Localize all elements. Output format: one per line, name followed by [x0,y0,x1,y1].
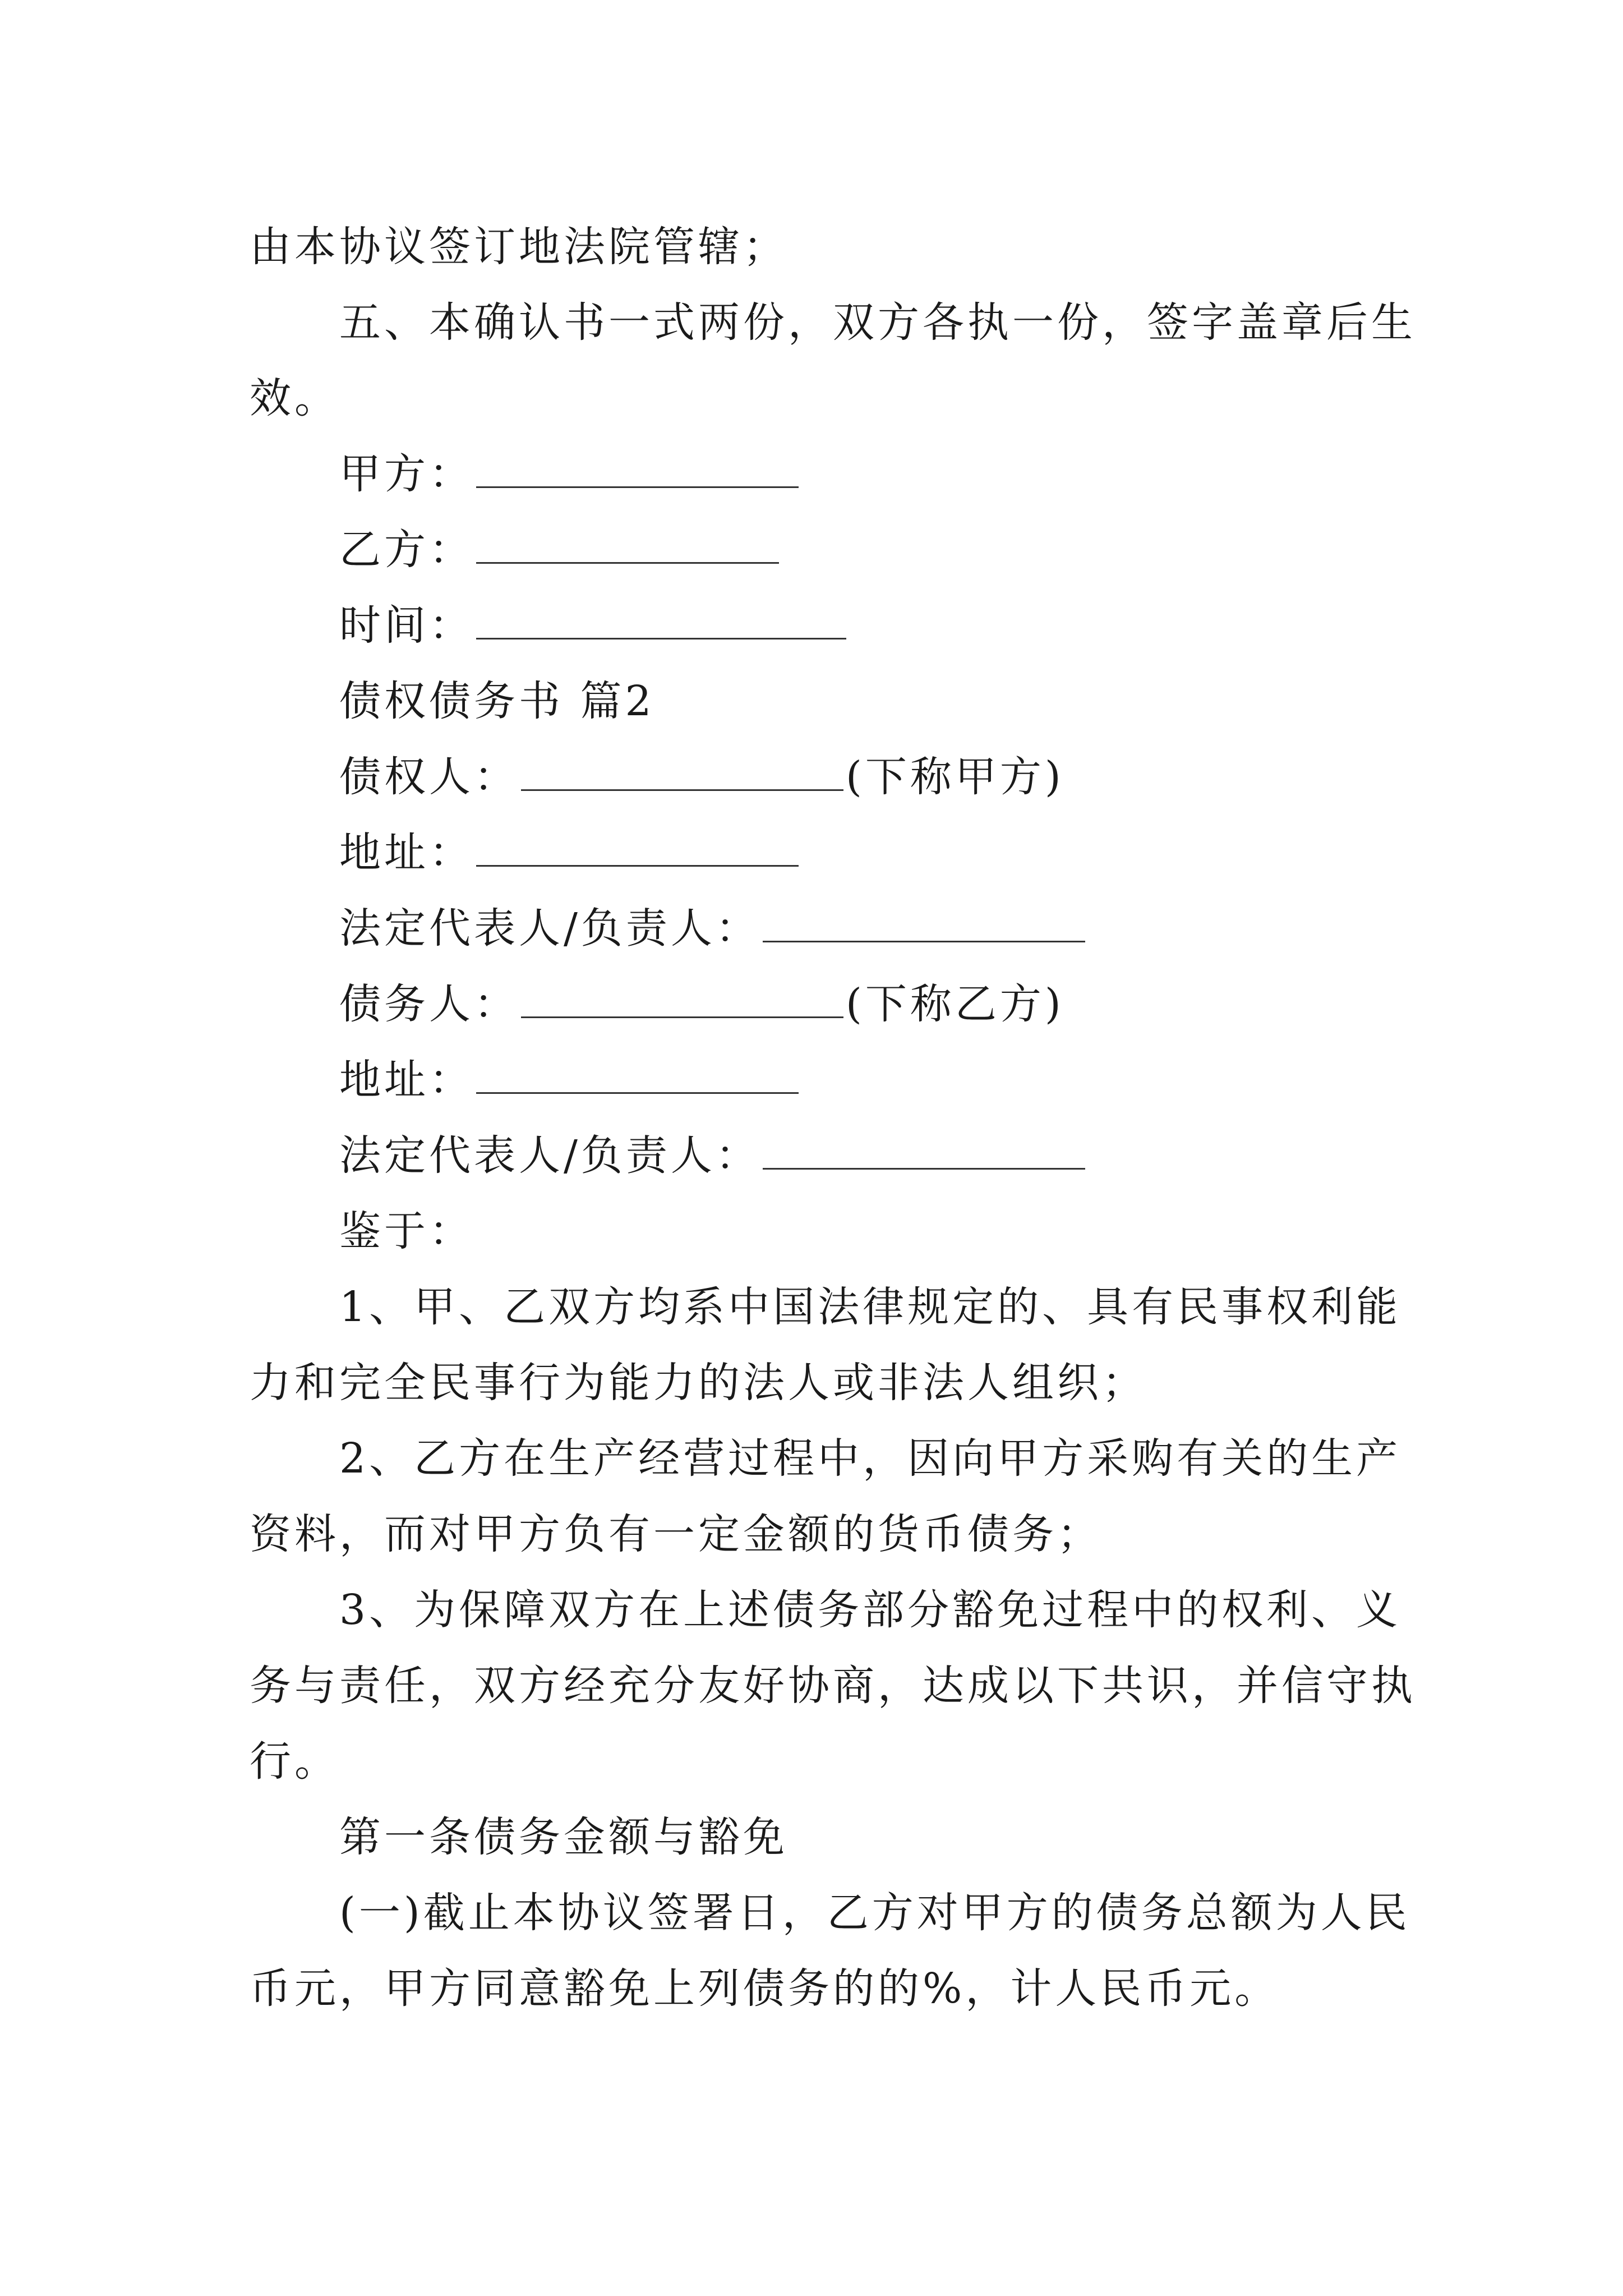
date-label: 时间： [339,601,474,650]
whereas-heading [339,1203,474,1259]
debtor-rep-label: 法定代表人/负责人： [339,1131,760,1180]
text-line [250,1355,1147,1411]
party-a-line [339,446,801,502]
debtor-note: (下称乙方) [846,980,1064,1028]
debtor-address-blank [476,1053,799,1094]
creditor-rep-blank [763,901,1085,942]
debtor-label: 债务人： [339,980,519,1028]
creditor-rep-line [339,900,1087,956]
line-text: 五、本确认书一式两份，双方各执一份，签字盖章后生 [339,298,1416,347]
article-heading-text: 第一条债务金额与豁免 [339,1813,788,1861]
debtor-address-line [339,1052,801,1108]
line-text: 行。 [250,1737,339,1786]
text-line [250,1506,1102,1562]
party-b-blank [476,523,779,564]
text-line [250,370,339,426]
line-text: 资料，而对甲方负有一定金额的货币债务； [250,1510,1102,1558]
creditor-label: 债权人： [339,753,519,801]
date-line [339,597,849,654]
paragraph-line [339,295,1416,351]
debtor-line [339,976,1064,1032]
text-line [250,1961,1279,2017]
debtor-rep-blank [763,1129,1085,1170]
whereas-text: 鉴于： [339,1207,474,1255]
article-heading [339,1809,788,1865]
paragraph-line [250,1658,1416,1714]
line-text: 币元，甲方同意豁免上列债务的的%，计人民币元。 [250,1964,1280,2013]
text-line [250,1733,339,1789]
paragraph-line [339,1885,1410,1941]
creditor-blank [521,750,843,791]
creditor-address-blank [476,826,799,867]
line-text: 效。 [250,374,339,422]
creditor-note: (下称甲方) [846,753,1064,801]
line-text: 务与责任，双方经充分友好协商，达成以下共识，并信守执 [250,1662,1416,1710]
party-b-line [339,522,781,578]
section-heading-text: 债权债务书 篇2 [339,677,655,725]
line-text: 力和完全民事行为能力的法人或非法人组织； [250,1359,1147,1407]
line-text: 3、为保障双方在上述债务部分豁免过程中的权利、义 [339,1586,1401,1634]
party-b-label: 乙方： [339,526,474,574]
creditor-address-line [339,825,801,881]
line-text: (一)截止本协议签署日，乙方对甲方的债务总额为人民 [339,1889,1410,1937]
text-line [250,219,788,275]
creditor-address-label: 地址： [339,829,474,877]
creditor-line [339,749,1064,805]
line-text: 1、甲、乙双方均系中国法律规定的、具有民事权利能 [339,1283,1401,1331]
debtor-address-label: 地址： [339,1056,474,1104]
date-blank [476,599,846,639]
paragraph-line [339,1430,1401,1487]
section-heading [339,673,655,729]
paragraph-line [339,1582,1401,1638]
creditor-rep-label: 法定代表人/负责人： [339,904,760,953]
party-a-blank [476,447,799,488]
debtor-blank [521,977,843,1018]
debtor-rep-line [339,1128,1087,1184]
paragraph-line [339,1279,1401,1335]
line-text: 由本协议签订地法院管辖； [250,223,788,271]
line-text: 2、乙方在生产经营过程中，因向甲方采购有关的生产 [339,1434,1401,1483]
party-a-label: 甲方： [339,450,474,498]
